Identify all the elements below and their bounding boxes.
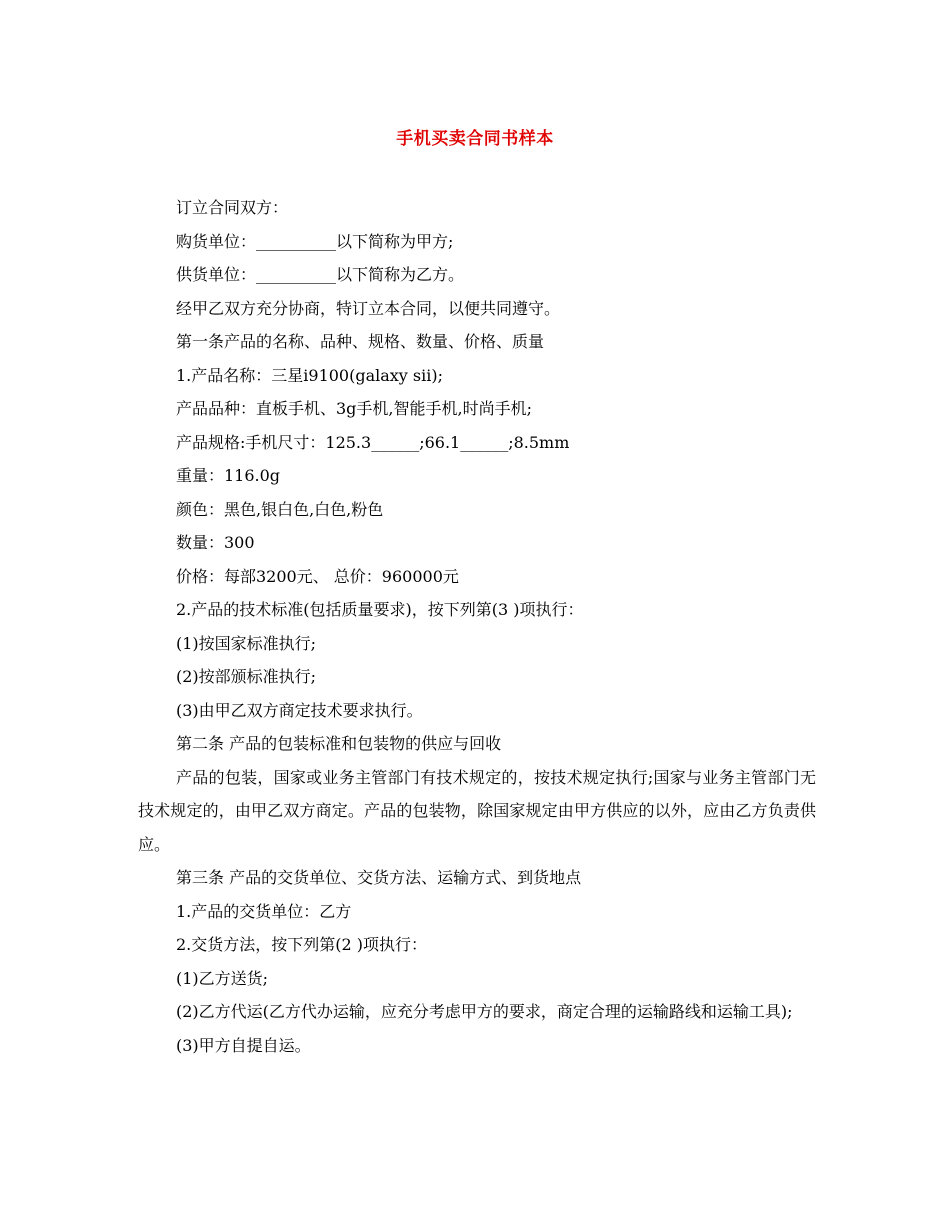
paragraph: (2)乙方代运(乙方代办运输，应充分考虑甲方的要求，商定合理的运输路线和运输工具); — [176, 1002, 793, 1021]
paragraph: (2)按部颁标准执行; — [176, 667, 317, 686]
paragraph: 产品规格:手机尺寸：125.3______;66.1______;8.5mm — [176, 432, 570, 452]
paragraph: 价格：每部3200元、 总价：960000元 — [176, 566, 459, 586]
paragraph: (1)乙方送货; — [176, 968, 269, 988]
paragraph: 购货单位：__________以下简称为甲方; — [176, 231, 454, 251]
paragraph: 数量：300 — [176, 533, 255, 552]
paragraph: 供货单位：__________以下简称为乙方。 — [176, 265, 465, 284]
paragraph: 产品的包装，国家或业务主管部门有技术规定的，按技术规定执行;国家与业务主管部门无技术规定的，由甲乙双方商定。产品的包装物，除国家规定由甲方供应的以外，应由乙方负责供应。 — [138, 767, 816, 854]
paragraph: (3)由甲乙双方商定技术要求执行。 — [176, 700, 423, 720]
paragraph: (1)按国家标准执行; — [176, 633, 317, 653]
paragraph: (3)甲方自提自运。 — [176, 1035, 311, 1055]
document-title: 手机买卖合同书样本 — [396, 129, 554, 149]
paragraph: 第一条产品的名称、品种、规格、数量、价格、质量 — [176, 332, 545, 351]
paragraph: 2.产品的技术标准(包括质量要求)，按下列第(3 )项执行： — [176, 600, 584, 619]
paragraph: 产品品种：直板手机、3g手机,智能手机,时尚手机; — [176, 399, 532, 418]
paragraph: 2.交货方法，按下列第(2 )项执行： — [176, 935, 428, 954]
paragraph: 第三条 产品的交货单位、交货方法、运输方式、到货地点 — [176, 868, 582, 887]
paragraph: 重量：116.0g — [176, 466, 281, 485]
paragraph: 订立合同双方： — [176, 198, 289, 217]
document-body — [138, 191, 816, 1062]
paragraph: 经甲乙双方充分协商，特订立本合同，以便共同遵守。 — [176, 298, 561, 318]
paragraph: 颜色：黑色,银白色,白色,粉色 — [176, 499, 384, 519]
paragraph: 1.产品的交货单位：乙方 — [176, 901, 352, 921]
paragraph: 1.产品名称：三星i9100(galaxy sii); — [176, 365, 444, 385]
paragraph: 第二条 产品的包装标准和包装物的供应与回收 — [176, 734, 502, 753]
